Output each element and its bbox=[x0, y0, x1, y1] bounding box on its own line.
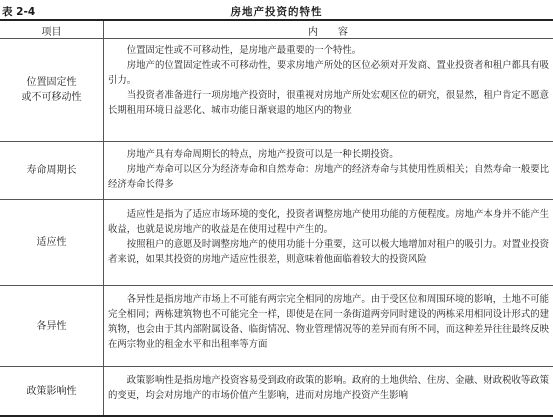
row-paragraph: 按照租户的意愿及时调整房地产的使用功能十分重要，这可以极大地增加对租户的吸引力。对置业投资者来说，如果其投资的房地产适应性很差，则意味着他面临着较大的投资风险 bbox=[108, 239, 549, 265]
table-row-content bbox=[108, 373, 549, 403]
row-paragraph: 当投资者准备进行一项房地产投资时，很重视对房地产所处宏观区位的研究，很显然，租户肯定不愿意长期租用环境日益恶化、城市功能日渐衰退的地区内的物业 bbox=[108, 90, 549, 116]
row-paragraph: 房地产寿命可以区分为经济寿命和自然寿命：房地产的经济寿命与其使用性质相关；自然寿命一般要比经济寿命长得多 bbox=[108, 164, 549, 190]
column-divider bbox=[103, 21, 104, 416]
row-paragraph: 房地产的位置固定性或不可移动性，要求房地产所处的区位必须对开发商、置业投资者和租户都具有吸引力。 bbox=[108, 60, 549, 86]
row-item-label: 或不可移动性 bbox=[21, 92, 82, 103]
table-row-item bbox=[0, 39, 103, 141]
column-header-item: 项目 bbox=[41, 27, 62, 38]
top-rule bbox=[0, 19, 553, 21]
bottom-rule bbox=[0, 415, 553, 417]
table-row-item bbox=[0, 286, 103, 366]
table-title: 房地产投资的特性 bbox=[230, 6, 323, 18]
row-item-label: 寿命周期长 bbox=[26, 165, 77, 176]
row-paragraph: 房地产具有寿命周期长的特点，房地产投资可以是一种长期投资。 bbox=[126, 149, 399, 160]
row-item-label: 各异性 bbox=[36, 320, 67, 332]
table-number: 表 2-4 bbox=[2, 6, 36, 18]
table-row-content bbox=[108, 207, 549, 267]
table-row-content bbox=[108, 292, 549, 352]
table-row-content bbox=[108, 147, 549, 192]
table-row-item bbox=[0, 367, 103, 415]
row-paragraph: 位置固定性或不可移动性，是房地产最重要的一个特性。 bbox=[126, 45, 362, 56]
row-item-label: 位置固定性 bbox=[26, 77, 77, 88]
row-item-label: 适应性 bbox=[36, 237, 67, 248]
row-paragraph: 适应性是指为了适应市场环境的变化，投资者调整房地产使用功能的方便程度。房地产本身并不能产生收益，也就是说房地产的收益是在使用过程中产生的。 bbox=[108, 209, 549, 235]
table-row-item bbox=[0, 200, 103, 285]
row-paragraph: 政策影响性是指房地产投资容易受到政府政策的影响。政府的土地供给、住房、金融、财政税收等政策的变更，均会对房地产的市场价值产生影响，进而对房地产投资产生影响 bbox=[108, 375, 549, 401]
row-paragraph: 各异性是指房地产市场上不可能有两宗完全相同的房地产。由于受区位和周围环境的影响，土地不可能完全相同；两栋建筑物也不可能完全一样，即使是在同一条街道两旁同时建设的两栋采用相同设计形式的建筑物，也会由于其内部附属设备、临街情况、物业管理情况等的差异而有所不同，而这种差异往往最终反映在两宗物业的租金水平和出租率等方面 bbox=[108, 294, 549, 350]
table-header bbox=[0, 0, 553, 20]
table-row-item bbox=[0, 142, 103, 199]
row-item-label: 政策影响性 bbox=[26, 385, 77, 397]
column-header-content: 内 容 bbox=[308, 27, 348, 38]
table-row-content bbox=[108, 43, 549, 118]
